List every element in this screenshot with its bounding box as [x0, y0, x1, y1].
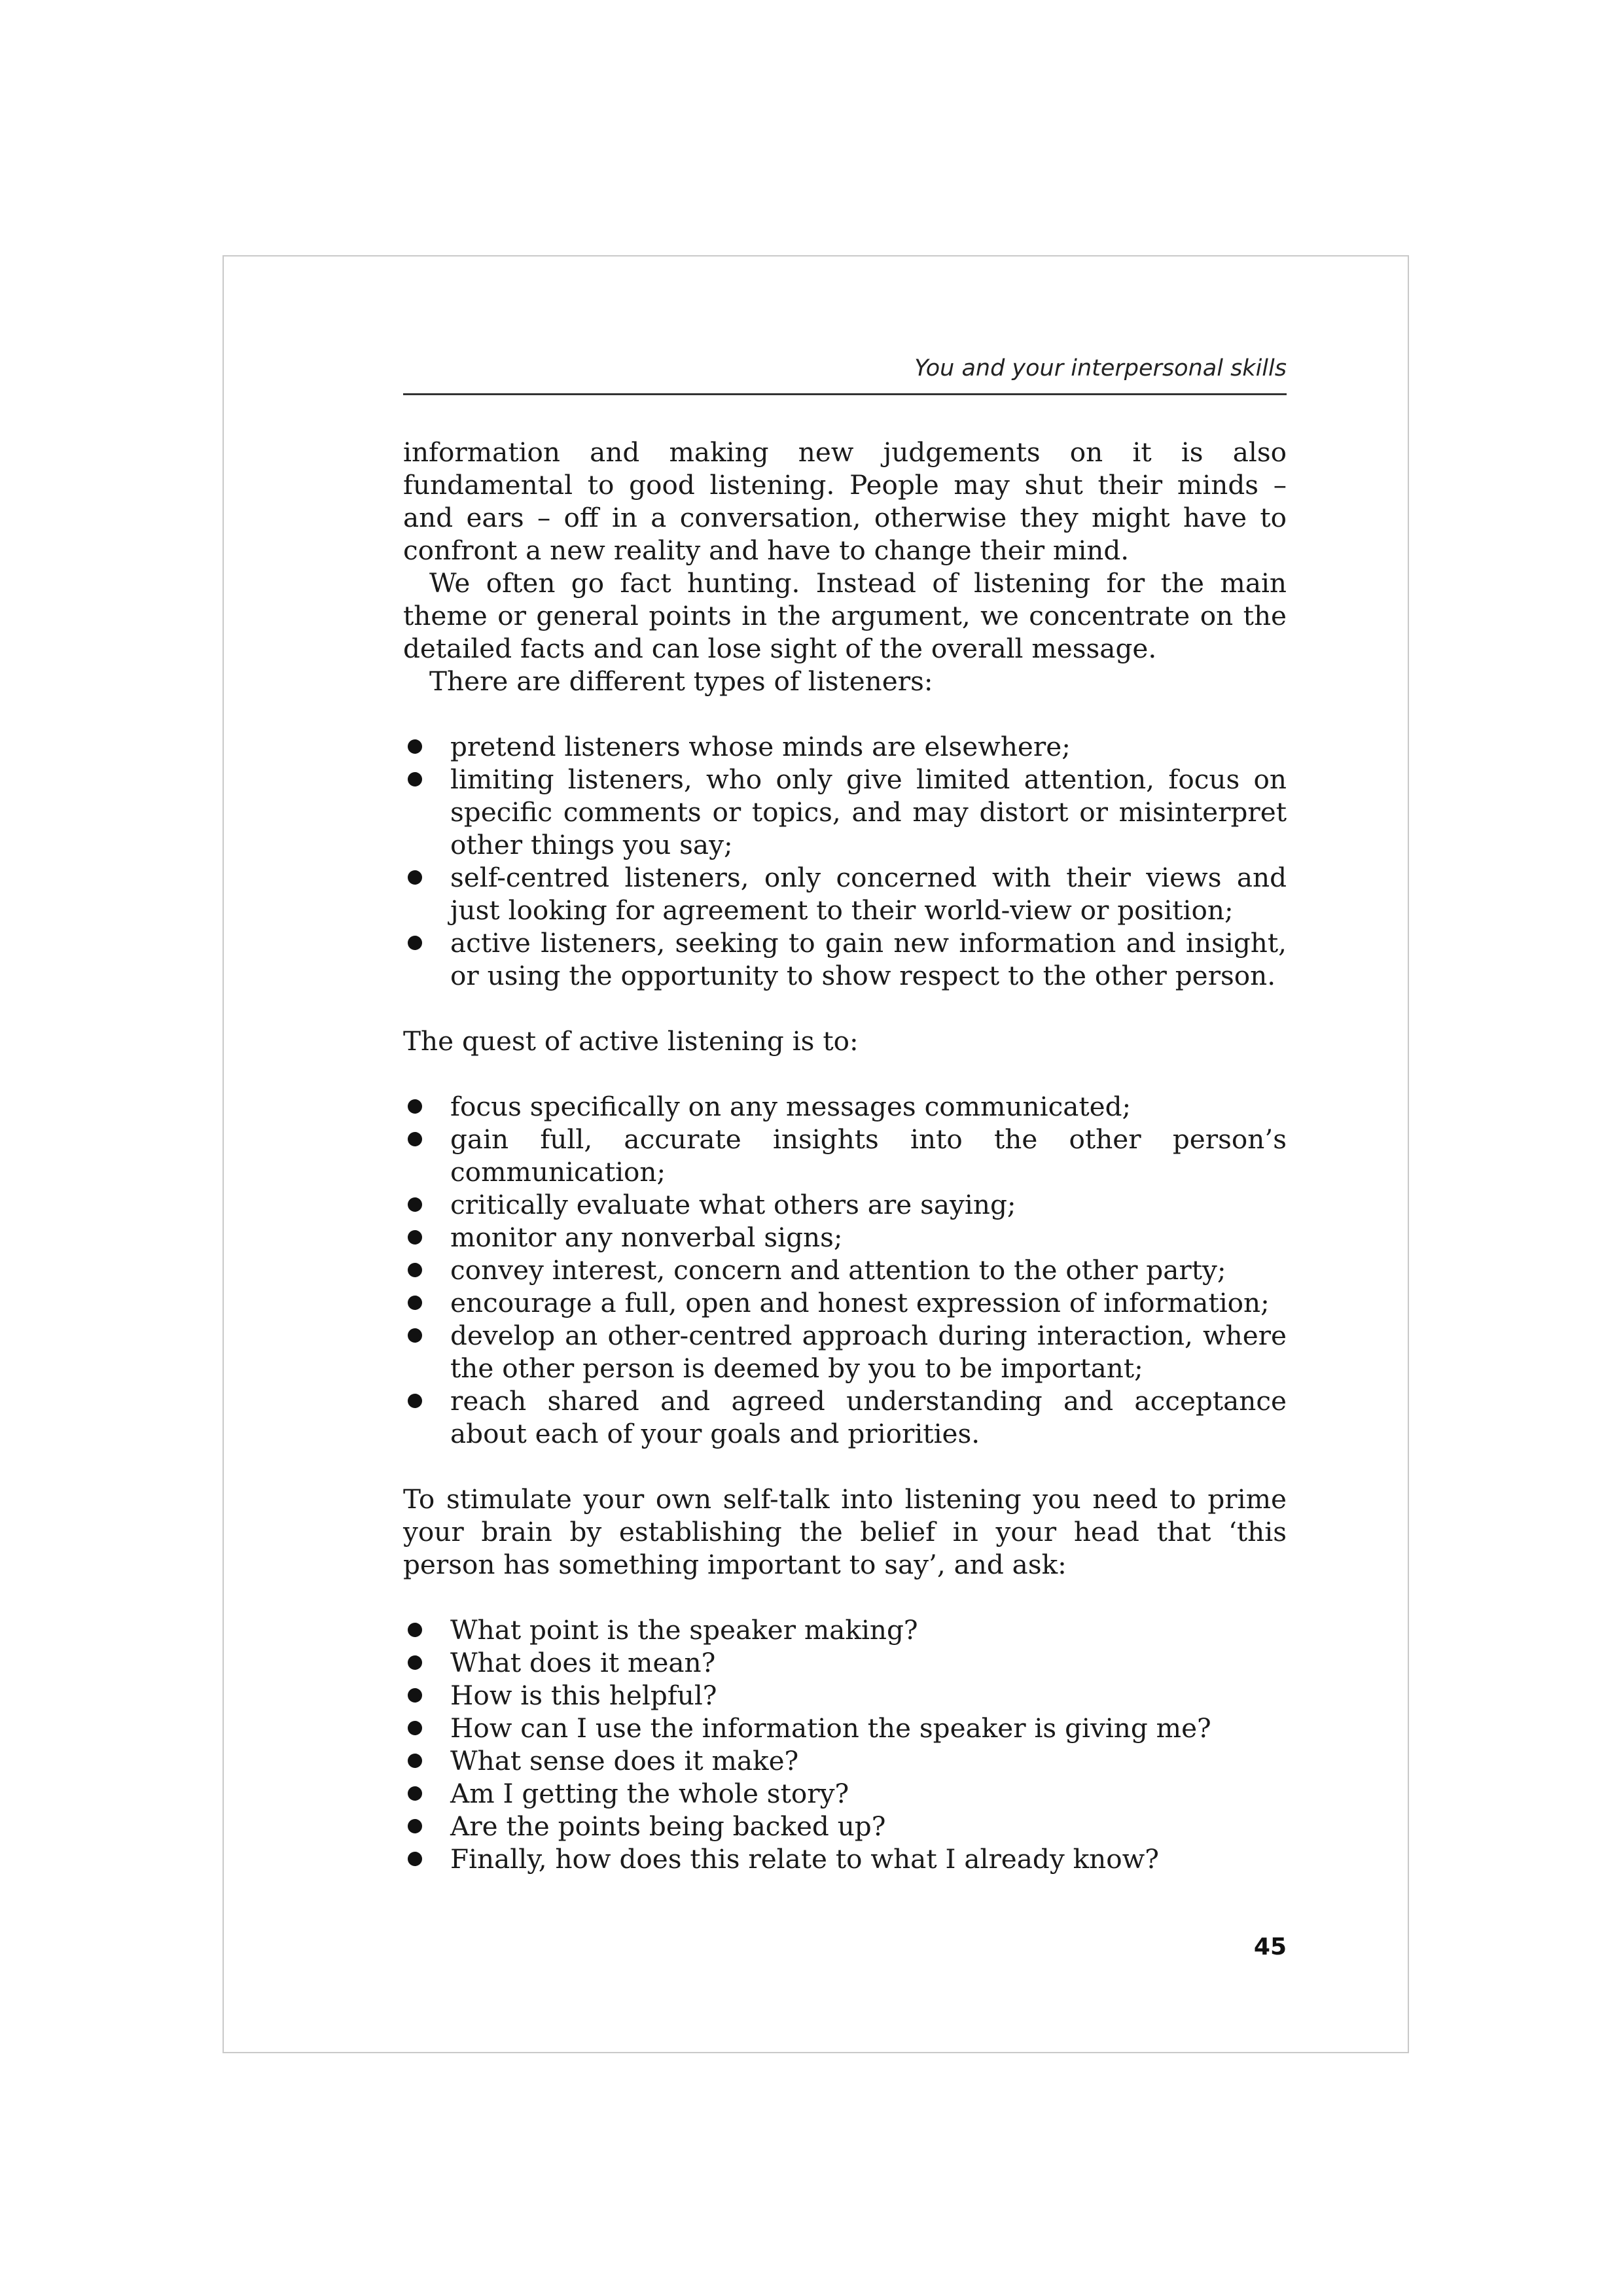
- list-item-text: pretend listeners whose minds are elsewhere;: [450, 731, 1071, 762]
- bullet-icon: [408, 1132, 422, 1146]
- list-item-text: What point is the speaker making?: [450, 1614, 918, 1646]
- bullet-icon: [408, 1623, 422, 1637]
- bullet-icon: [408, 1786, 422, 1801]
- bullet-icon: [408, 1099, 422, 1114]
- bullet-icon: [408, 1721, 422, 1735]
- list-item-text: critically evaluate what others are saying;: [450, 1189, 1016, 1220]
- list-item-text: encourage a full, open and honest expression of information;: [450, 1287, 1270, 1318]
- list-item-text: How can I use the information the speaker is giving me?: [450, 1712, 1211, 1744]
- body-paragraph: The quest of active listening is to:: [403, 1025, 859, 1057]
- bullet-icon: [408, 1819, 422, 1833]
- bullet-icon: [408, 1263, 422, 1277]
- page-number: 45: [1253, 1934, 1287, 1960]
- list-item: [403, 1744, 1287, 1777]
- list-item-text: reach shared and agreed understanding and acceptance about each of your goals and priorities.: [450, 1385, 1287, 1449]
- list-item: [403, 730, 1287, 763]
- list-item: [403, 1843, 1287, 1875]
- bullet-icon: [408, 739, 422, 754]
- list-item: [403, 1188, 1287, 1221]
- bullet-icon: [408, 1655, 422, 1670]
- running-header-title: You and your interpersonal skills: [914, 355, 1287, 381]
- list-item: [403, 1777, 1287, 1810]
- body-paragraph: information and making new judgements on it is also fundamental to good listening. People may shut their minds – and ears – off in a conversation, otherwise they might have to confront a new reality and have to change their mind.: [403, 436, 1287, 566]
- list-item: [403, 1286, 1287, 1319]
- bullet-icon: [408, 1328, 422, 1343]
- list-item-text: Finally, how does this relate to what I already know?: [450, 1843, 1159, 1875]
- bullet-icon: [408, 1230, 422, 1245]
- list-item: [403, 763, 1287, 861]
- bullet-icon: [408, 772, 422, 786]
- list-item-text: Am I getting the whole story?: [450, 1778, 849, 1809]
- list-item-text: monitor any nonverbal signs;: [450, 1222, 843, 1253]
- body-paragraph: We often go fact hunting. Instead of listening for the main theme or general points in the argument, we concentrate on the detailed facts and can lose sight of the overall message.: [403, 567, 1287, 664]
- list-item: [403, 927, 1287, 992]
- bullet-icon: [408, 936, 422, 950]
- list-item-text: How is this helpful?: [450, 1680, 717, 1711]
- running-header: [403, 348, 1287, 395]
- list-item: [403, 1385, 1287, 1450]
- list-item: [403, 1810, 1287, 1843]
- questions-list: [403, 1614, 1287, 1875]
- list-item: [403, 1646, 1287, 1679]
- list-item: [403, 861, 1287, 927]
- bullet-icon: [408, 1197, 422, 1212]
- list-item-text: What does it mean?: [450, 1647, 716, 1678]
- list-item-text: self-centred listeners, only concerned with their views and just looking for agreement to their world-view or position;: [450, 862, 1287, 926]
- quest-list: [403, 1090, 1287, 1450]
- body-text: [403, 436, 1287, 1908]
- list-item: [403, 1679, 1287, 1712]
- list-item-text: convey interest, concern and attention to the other party;: [450, 1254, 1226, 1286]
- bullet-icon: [408, 1852, 422, 1866]
- list-item-text: limiting listeners, who only give limited attention, focus on specific comments or topics, and may distort or misinterpret other things you say;: [450, 764, 1287, 860]
- list-item: [403, 1614, 1287, 1646]
- body-paragraph: To stimulate your own self-talk into listening you need to prime your brain by establishing the belief in your head that ‘this person has something important to say’, and ask:: [403, 1483, 1287, 1580]
- listener-types-list: [403, 730, 1287, 992]
- bullet-icon: [408, 1394, 422, 1408]
- list-item-text: focus specifically on any messages communicated;: [450, 1091, 1132, 1122]
- list-item: [403, 1319, 1287, 1385]
- bullet-icon: [408, 1296, 422, 1310]
- list-item: [403, 1221, 1287, 1254]
- body-paragraph: There are different types of listeners:: [429, 665, 933, 697]
- bullet-icon: [408, 870, 422, 885]
- bullet-icon: [408, 1688, 422, 1703]
- list-item: [403, 1090, 1287, 1123]
- list-item-text: What sense does it make?: [450, 1745, 799, 1776]
- list-item: [403, 1254, 1287, 1286]
- list-item: [403, 1712, 1287, 1744]
- list-item-text: gain full, accurate insights into the other person’s communication;: [450, 1123, 1287, 1188]
- list-item: [403, 1123, 1287, 1188]
- bullet-icon: [408, 1754, 422, 1768]
- list-item-text: develop an other-centred approach during interaction, where the other person is deemed by you to be important;: [450, 1320, 1287, 1384]
- list-item-text: active listeners, seeking to gain new information and insight, or using the opportunity to show respect to the other person.: [450, 927, 1287, 991]
- list-item-text: Are the points being backed up?: [450, 1810, 886, 1842]
